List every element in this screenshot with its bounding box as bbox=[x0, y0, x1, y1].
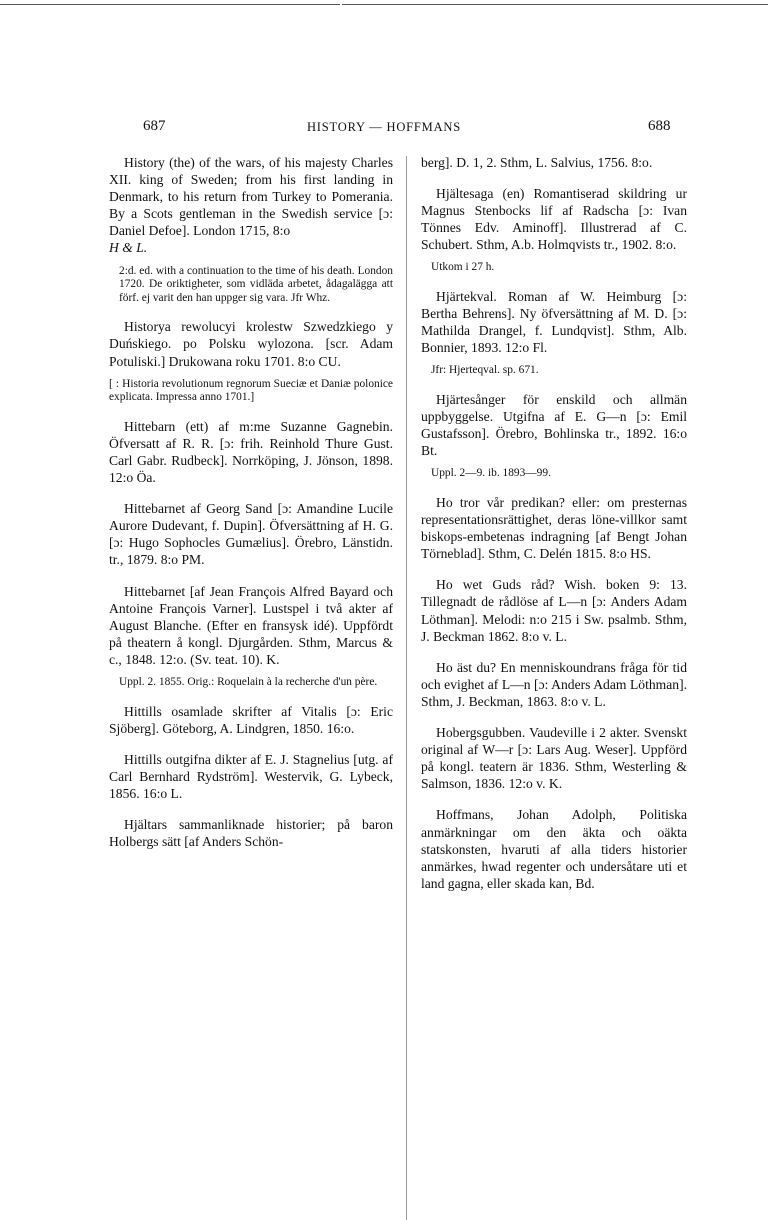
page-number-left: 687 bbox=[143, 118, 166, 134]
right-column bbox=[421, 154, 687, 906]
page-header bbox=[0, 118, 768, 142]
note: Uppl. 2. 1855. Orig.: Roquelain à la recherche d'un père. bbox=[119, 676, 378, 689]
entry-ho-ast: Ho äst du? En menniskoundrans fråga för tid och evighet af L—n [ɔ: Anders Adam Löthman]. Sthm, J. Beckman, 1863. 8:o v. L. bbox=[421, 659, 687, 709]
note: Utkom i 27 h. bbox=[431, 261, 495, 274]
note: 2:d. ed. with a continuation to the time of his death. London 1720. De oriktigheter, som vidläda arbetet, ådagalägga att förf. ej varit den han uppger sig vara. Jfr Whz. bbox=[119, 264, 393, 304]
holding-mark: H & L. bbox=[109, 240, 148, 256]
note: Uppl. 2—9. ib. 1893—99. bbox=[431, 467, 551, 480]
entry-historya: Historya rewolucyi krolestw Szwedzkiego y Duńskiego. po Polsku wylozona. [scr. Adam Potuliski.] Drukowana roku 1701. 8:o CU. bbox=[109, 319, 393, 369]
entry-hoffmans: Hoffmans, Johan Adolph, Politiska anmärkningar om den äkta och oäkta statskonsten, hvaruti af alla tiders historier anmärkes, hwad regenter och undersåtare uti et land gagna, eller skada kan, Bd. bbox=[421, 807, 687, 891]
entry-ho-tror: Ho tror vår predikan? eller: om presternas representationsrättighet, deras löne-villkor samt biskops-embetenas indragning [af Bengt Johan Törneblad]. Sthm, C. Delén 1815. 8:o HS. bbox=[421, 495, 687, 562]
entry-hjaltesaga: Hjältesaga (en) Romantiserad skildring ur Magnus Stenbocks lif af Radscha [ɔ: Ivan Tönnes Edv. Aminoff]. Illustrerad af C. Schubert. Sthm, A.b. Holmqvists tr., 1902. 8:o. bbox=[421, 186, 687, 253]
entry-ho-wet: Ho wet Guds råd? Wish. boken 9: 13. Tillegnadt de rådlöse af L—n [ɔ: Anders Adam Löthman]. Melodi: n:o 215 i Sw. psalmb. Sthm, J. Beckman 1862. 8:o v. L. bbox=[421, 577, 687, 644]
entry-hobergsgubben: Hobergsgubben. Vaudeville i 2 akter. Svenskt original af W—r [ɔ: Lars Aug. Weser]. Uppförd på kongl. teatern är 1836. Sthm, Westerling & Salmson, 1836. 12:o v. K. bbox=[421, 725, 687, 792]
entry-hittills-osamlade: Hittills osamlade skrifter af Vitalis [ɔ: Eric Sjöberg]. Göteborg, A. Lindgren, 1850. 16:o. bbox=[109, 703, 393, 736]
entry-hjartekval: Hjärtekval. Roman af W. Heimburg [ɔ: Bertha Behrens]. Ny öfversättning af M. D. [ɔ: Mathilda Drangel, f. Lundqvist]. Sthm, Alb. Bonnier, 1893. 12:o Fl. bbox=[421, 289, 687, 356]
running-title: HISTORY — HOFFMANS bbox=[306, 120, 462, 134]
top-rule-left bbox=[0, 4, 340, 5]
entry-hittills-outgifna: Hittills outgifna dikter af E. J. Stagnelius [utg. af Carl Bernhard Rydström]. Westervik, G. Lybeck, 1856. 16:o L. bbox=[109, 751, 393, 801]
column-divider bbox=[406, 156, 407, 1220]
entry-hjartesanger: Hjärtesånger för enskild och allmän uppbyggelse. Utgifna af E. G—n [ɔ: Emil Gustafsson]. Örebro, Bohlinska tr., 1892. 16:o Bt. bbox=[421, 392, 687, 459]
entry-hittebarnet-sand: Hittebarnet af Georg Sand [ɔ: Amandine Lucile Aurore Dudevant, f. Dupin]. Öfversättning af H. G. [ɔ: Hugo Sophocles Gumælius]. Örebro, Länstidn. tr., 1879. 8:o PM. bbox=[109, 501, 393, 568]
entry-hittebarn-ett: Hittebarn (ett) af m:me Suzanne Gagnebin. Öfversatt af R. R. [ɔ: frih. Reinhold Thure Gust. Carl Gabr. Rudbeck]. Norrköping, J. Jönson, 1898. 12:o Öa. bbox=[109, 418, 393, 486]
note: Jfr: Hjerteqval. sp. 671. bbox=[431, 364, 539, 377]
left-column bbox=[109, 154, 393, 864]
entry-hittebarnet-bayard: Hittebarnet [af Jean François Alfred Bayard och Antoine François Varner]. Lustspel i två akter af August Blanche. (Efter en fransysk idé). Uppfördt på theatern å kongl. Djurgården. Sthm, Marcus & c., 1848. 12:o. (Sv. teat. 10). K. bbox=[109, 583, 393, 667]
top-rule-right bbox=[342, 4, 768, 5]
page-number-right: 688 bbox=[648, 118, 671, 134]
entry-hjaltars: Hjältars sammanliknade historier; på baron Holbergs sätt [af Anders Schön- bbox=[109, 817, 393, 850]
note: [ : Historia revolutionum regnorum Sueciæ et Daniæ polonice explicata. Impressa anno 1701.] bbox=[109, 377, 393, 404]
entry-history-wars: History (the) of the wars, of his majesty Charles XII. king of Sweden; from his first landing in Denmark, to his return from Turkey to Pomerania. By a Scots gentleman in the Swedish service [ɔ: Daniel Defoe]. London 1715, 8:o H & L. bbox=[109, 155, 393, 256]
entry-continuation: berg]. D. 1, 2. Sthm, L. Salvius, 1756. 8:o. bbox=[421, 155, 653, 170]
